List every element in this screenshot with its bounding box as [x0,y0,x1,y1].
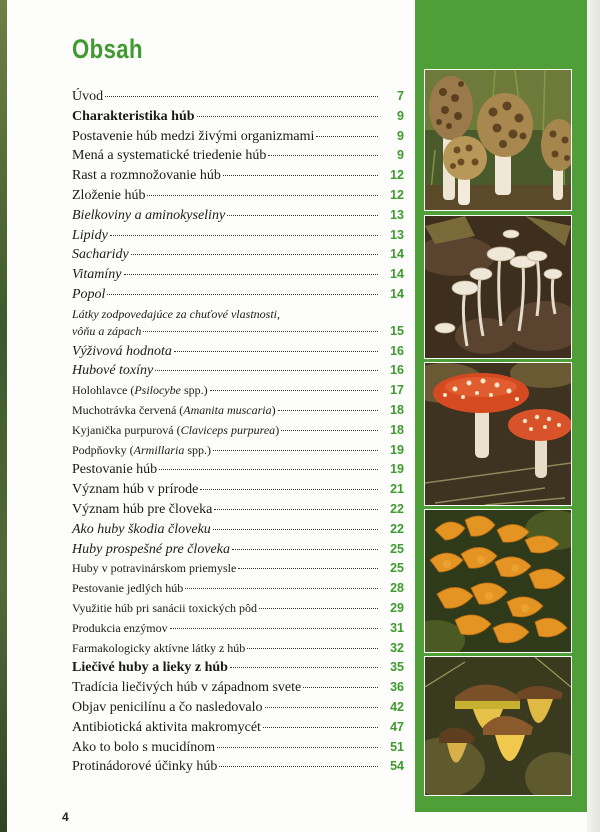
toc-entry [72,344,404,364]
toc-leader-dots [223,175,378,176]
toc-entry [72,129,404,149]
toc-entry [72,660,404,680]
toc-leader-dots [105,96,378,97]
toc-entry [72,502,404,522]
toc-entry [72,148,404,168]
toc-entry [72,759,404,779]
toc-entry-page: 18 [390,422,404,437]
toc-entry-label: Charakteristika húb [72,108,195,124]
toc-entry [72,247,404,267]
toc-entry-label: Objav penicilínu a čo nasledovalo [72,699,263,715]
toc-entry-label: Využitie húb pri sanácii toxických pôd [72,600,257,615]
toc-entry [72,267,404,287]
toc-entry-page: 9 [397,108,404,123]
toc-entry-page: 12 [390,168,404,183]
toc-entry-label: Ako to bolo s mucidínom [72,739,216,755]
toc-leader-dots [210,390,378,391]
toc-entry-label: Produkcia enzýmov [72,620,168,635]
toc-entry-label: Farmakologicky aktívne látky z húb [72,640,246,655]
toc-leader-dots [214,509,378,510]
toc-entry-label: Bielkoviny a aminokyseliny [72,207,226,223]
toc-leader-dots [259,608,378,609]
toc-entry-page: 31 [390,620,404,635]
toc-entry [72,700,404,720]
toc-entry [72,482,404,502]
toc-leader-dots [278,410,378,411]
toc-leader-dots [303,687,378,688]
toc-entry-label: vôňu a zápach [72,323,142,338]
toc-entry-page: 28 [390,581,404,596]
toc-entry-label: Látky zodpovedajúce za chuťové vlastnosti, [72,306,280,321]
toc-entry [72,601,404,621]
toc-entry-page: 15 [390,323,404,338]
chanterelle-photo [424,509,572,653]
toc-entry-label: Hubové toxíny [72,363,154,379]
toc-entry [72,462,404,482]
toc-leader-dots [155,370,378,371]
toc-leader-dots [124,274,378,275]
toc-entry-label: Liečivé huby a lieky z húb [72,660,228,676]
toc-entry-page: 32 [390,640,404,655]
toc-leader-dots [217,747,378,748]
toc-entry-page: 13 [390,207,404,222]
toc-entry-page: 25 [390,561,404,576]
toc-leader-dots [232,549,378,550]
background-photo-edge [0,0,7,832]
toc-entry [72,287,404,307]
toc-entry-label: Holohlavce (Psilocybe spp.) [72,383,208,398]
toc-entry-label: Zloženie húb [72,187,146,203]
toc-entry [72,188,404,208]
toc-leader-dots [265,707,379,708]
toc-entry-label: Mená a systematické triedenie húb [72,148,267,164]
toc-entry-label: Antibiotická aktivita makromycét [72,719,261,735]
toc-entry-label: Vitamíny [72,267,122,283]
toc-entry-label: Popol [72,286,106,302]
toc-entry-label: Výživová hodnota [72,343,172,359]
toc-leader-dots [170,628,378,629]
toc-leader-dots [247,648,378,649]
toc-entry-label: Muchotrávka červená (Amanita muscaria) [72,402,276,417]
toc-entry-label: Pestovanie húb [72,462,158,478]
toc-entry [72,109,404,129]
toc-leader-dots [185,588,378,589]
toc-entry-page: 19 [390,462,404,477]
toc-leader-dots [174,351,378,352]
toc-entry-page: 19 [390,442,404,457]
toc-entry-label: Huby v potravinárskom priemysle [72,561,237,576]
toc-entry-label: Huby prospešné pre človeka [72,541,230,557]
toc-entry [72,542,404,562]
toc-entry [72,423,404,443]
toc-leader-dots [110,235,378,236]
toc-entry [72,581,404,601]
page-title: Obsah [72,34,143,64]
mycena-photo [424,215,572,359]
toc-entry-page: 47 [390,719,404,734]
morels-photo [424,69,572,211]
toc-entry [72,383,404,403]
toc-entry-label: Rast a rozmnožovanie húb [72,168,221,184]
toc-leader-dots [131,254,378,255]
toc-leader-dots [197,116,378,117]
toc-entry [72,561,404,581]
fly-agaric-photo [424,362,572,506]
toc-entry [72,621,404,641]
toc-entry-page: 14 [390,247,404,262]
toc-entry [72,641,404,661]
toc-leader-dots [159,469,378,470]
toc-entry [72,740,404,760]
toc-entry [72,443,404,463]
toc-entry-page: 17 [390,383,404,398]
toc-entry-page: 42 [390,699,404,714]
toc-leader-dots [263,727,378,728]
toc-leader-dots [219,766,378,767]
toc-entry-page: 16 [390,363,404,378]
toc-leader-dots [143,331,378,332]
toc-entry-page: 51 [390,739,404,754]
toc-entry [72,307,404,324]
toc-entry-page: 12 [390,187,404,202]
toc-entry [72,720,404,740]
table-of-contents [72,89,404,779]
toc-entry-label: Význam húb v prírode [72,482,199,498]
toc-entry-page: 21 [390,482,404,497]
toc-entry [72,208,404,228]
toc-leader-dots [213,450,378,451]
toc-leader-dots [316,136,378,137]
toc-entry [72,680,404,700]
toc-leader-dots [281,430,378,431]
toc-leader-dots [200,489,378,490]
page-edge [587,0,600,832]
toc-entry-page: 9 [397,148,404,163]
toc-entry [72,403,404,423]
toc-entry-page: 16 [390,343,404,358]
toc-entry [72,168,404,188]
toc-entry-page: 35 [390,660,404,675]
toc-entry-label: Úvod [72,89,104,104]
toc-leader-dots [238,568,378,569]
toc-entry [72,363,404,383]
toc-entry [72,324,404,344]
toc-entry [72,228,404,248]
toc-entry-page: 7 [397,89,404,103]
toc-entry-page: 18 [390,402,404,417]
toc-entry [72,89,404,109]
toc-leader-dots [230,667,378,668]
toc-leader-dots [213,529,378,530]
toc-entry-label: Význam húb pre človeka [72,501,213,517]
bolete-photo [424,656,572,796]
toc-entry-label: Protinádorové účinky húb [72,759,218,775]
toc-entry-label: Postavenie húb medzi živými organizmami [72,128,315,144]
toc-entry [72,522,404,542]
page-number: 4 [62,810,69,824]
toc-entry-label: Ako huby škodia človeku [72,521,211,537]
toc-entry-page: 54 [390,759,404,774]
toc-entry-page: 22 [390,501,404,516]
toc-entry-label: Tradícia liečivých húb v západnom svete [72,680,302,696]
toc-leader-dots [147,195,378,196]
toc-leader-dots [227,215,378,216]
toc-entry-label: Pestovanie jedlých húb [72,581,184,596]
toc-entry-label: Kyjanička purpurová (Claviceps purpurea) [72,422,280,437]
toc-entry-label: Podpňovky (Armillaria spp.) [72,442,212,457]
toc-entry-page: 13 [390,227,404,242]
toc-leader-dots [268,155,378,156]
toc-entry-page: 29 [390,600,404,615]
toc-entry-page: 14 [390,286,404,301]
toc-entry-page: 22 [390,521,404,536]
toc-entry-label: Sacharidy [72,247,129,263]
toc-entry-page: 25 [390,541,404,556]
toc-entry-page: 36 [390,680,404,695]
toc-leader-dots [107,294,378,295]
toc-entry-page: 9 [397,128,404,143]
toc-entry-label: Lipidy [72,227,108,243]
toc-entry-page: 14 [390,267,404,282]
